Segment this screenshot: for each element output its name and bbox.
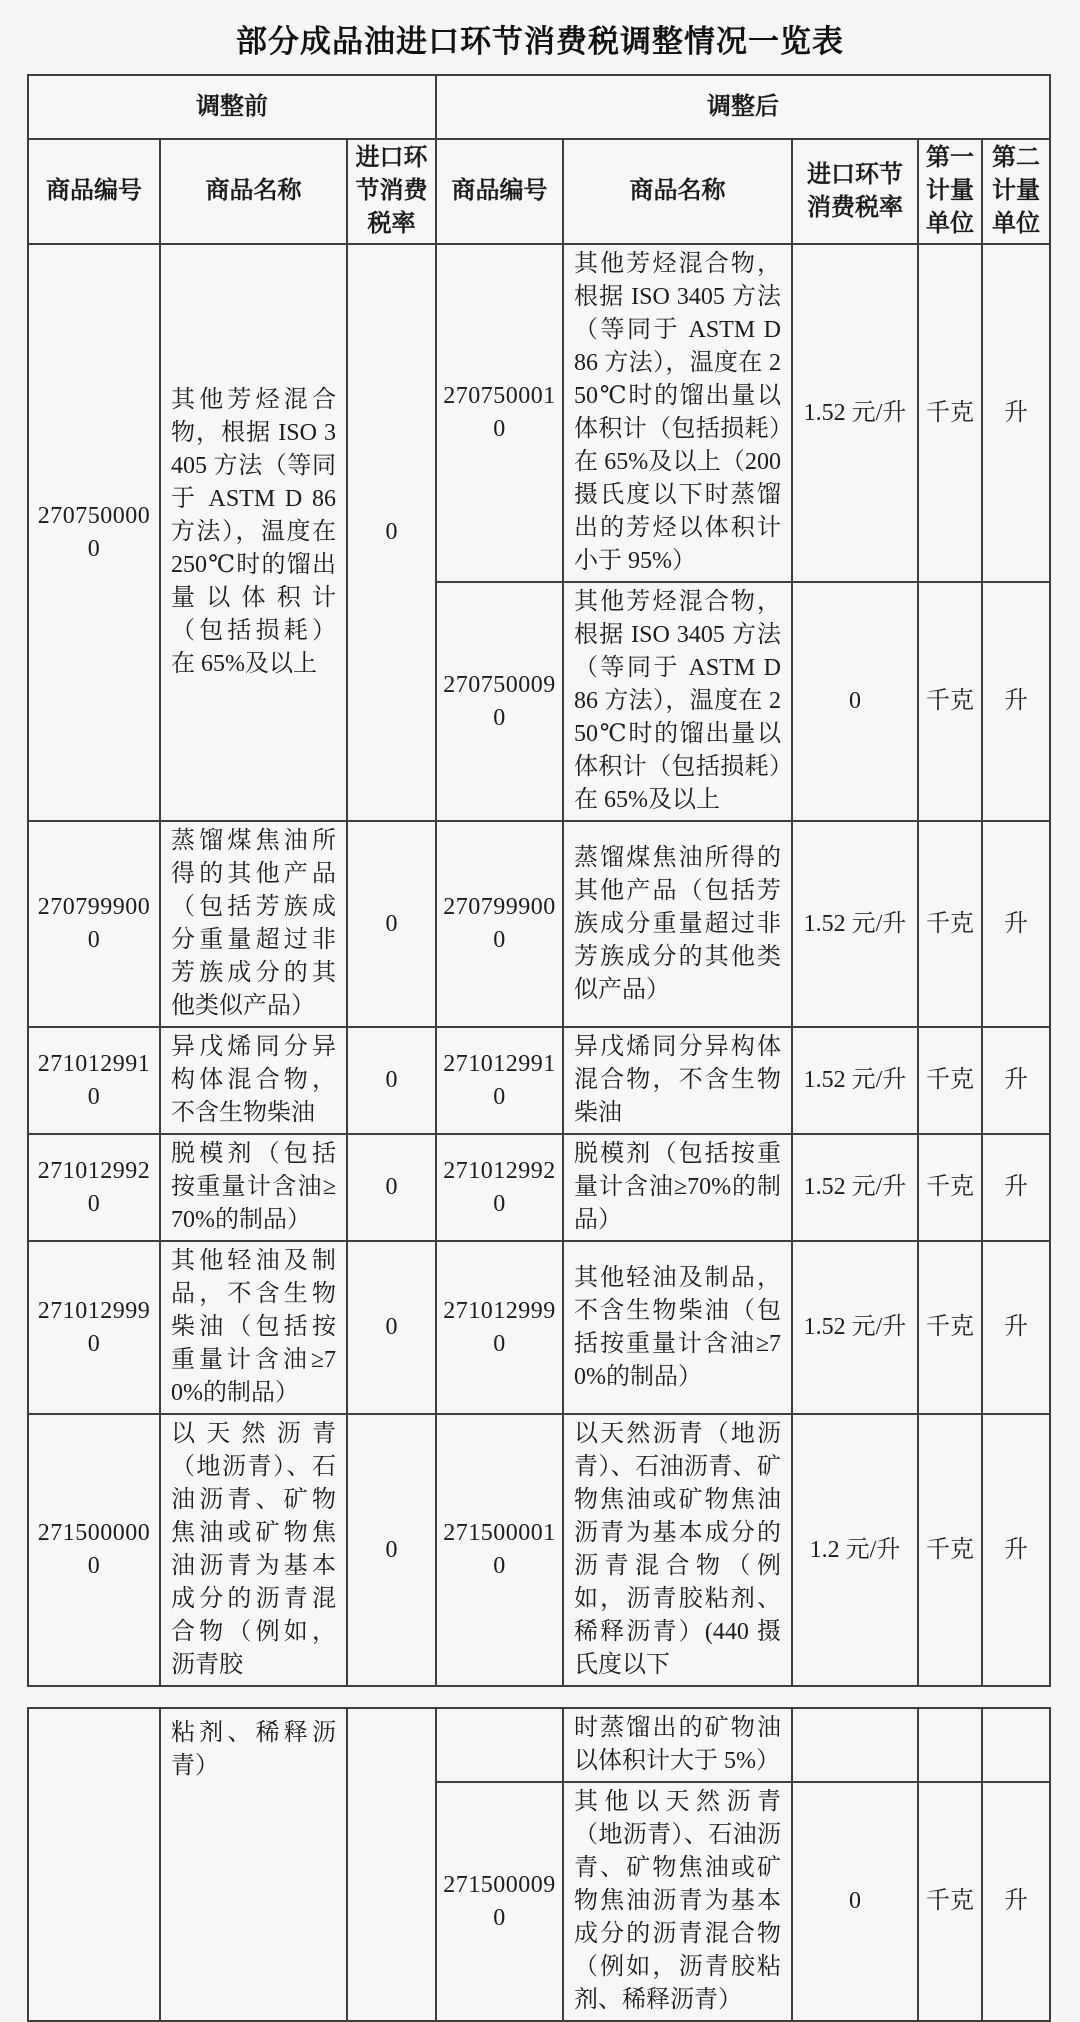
product-name-before: 其他芳烃混合物，根据 ISO 3405 方法（等同于 ASTM D 86 方法），温度在 250℃时的馏出量以体积计（包括损耗）在 65%及以上 bbox=[160, 244, 347, 821]
product-name-after: 其他轻油及制品，不含生物柴油（包括按重量计含油≥70%的制品） bbox=[563, 1241, 792, 1414]
unit1-cell: 千克 bbox=[918, 1414, 982, 1686]
unit1-cell: 千克 bbox=[918, 244, 982, 582]
col-header-code-before: 商品编号 bbox=[28, 139, 160, 244]
tax-rate-before: 0 bbox=[347, 1134, 436, 1241]
tax-rate-before: 0 bbox=[347, 1414, 436, 1686]
product-name-before: 异戊烯同分异构体混合物，不含生物柴油 bbox=[160, 1027, 347, 1134]
unit1-cell: 千克 bbox=[918, 1241, 982, 1414]
tax-rate-before: 0 bbox=[347, 1241, 436, 1414]
product-code-after: 2707500090 bbox=[436, 582, 563, 821]
tax-rate-after: 1.52 元/升 bbox=[792, 244, 918, 582]
tax-rate-before: 0 bbox=[347, 244, 436, 821]
tax-rate-after: 1.52 元/升 bbox=[792, 1241, 918, 1414]
product-name-after: 脱模剂（包括按重量计含油≥70%的制品） bbox=[563, 1134, 792, 1241]
tax-rate-before: 0 bbox=[347, 821, 436, 1027]
tax-rate-after: 1.2 元/升 bbox=[792, 1414, 918, 1686]
col-header-rate-before: 进口环节消费税率 bbox=[347, 139, 436, 244]
product-name-after: 异戊烯同分异构体混合物，不含生物柴油 bbox=[563, 1027, 792, 1134]
product-code-before: 2707500000 bbox=[28, 244, 160, 821]
tax-rate-after: 1.52 元/升 bbox=[792, 821, 918, 1027]
unit2-cell: 升 bbox=[982, 1782, 1050, 2021]
product-name-after: 其他芳烃混合物，根据 ISO 3405 方法（等同于 ASTM D 86 方法），温度在 250℃时的馏出量以体积计（包括损耗）在 65%及以上 bbox=[563, 582, 792, 821]
unit1-cell-empty bbox=[918, 1708, 982, 1782]
unit2-cell: 升 bbox=[982, 244, 1050, 582]
col-header-name-before: 商品名称 bbox=[160, 139, 347, 244]
product-name-before: 脱模剂（包括按重量计含油≥70%的制品） bbox=[160, 1134, 347, 1241]
product-code-before: 2715000000 bbox=[28, 1414, 160, 1686]
unit2-cell: 升 bbox=[982, 582, 1050, 821]
unit2-cell: 升 bbox=[982, 1241, 1050, 1414]
unit1-cell: 千克 bbox=[918, 1134, 982, 1241]
col-header-name-after: 商品名称 bbox=[563, 139, 792, 244]
product-code-after: 2710129910 bbox=[436, 1027, 563, 1134]
product-code-after: 2715000090 bbox=[436, 1782, 563, 2021]
product-name-after: 蒸馏煤焦油所得的其他产品（包括芳族成分重量超过非芳族成分的其他类似产品） bbox=[563, 821, 792, 1027]
col-header-unit1: 第一计量单位 bbox=[918, 139, 982, 244]
product-code-before: 2710129990 bbox=[28, 1241, 160, 1414]
tax-adjustment-table-part1 bbox=[27, 74, 1051, 1687]
col-header-unit2: 第二计量单位 bbox=[982, 139, 1050, 244]
col-header-rate-after: 进口环节消费税率 bbox=[792, 139, 918, 244]
product-code-after: 2707500010 bbox=[436, 244, 563, 582]
tax-rate-after: 0 bbox=[792, 582, 918, 821]
page-title: 部分成品油进口环节消费税调整情况一览表 bbox=[236, 24, 844, 59]
tax-rate-after-empty bbox=[792, 1708, 918, 1782]
unit2-cell: 升 bbox=[982, 1027, 1050, 1134]
product-code-after: 2715000010 bbox=[436, 1414, 563, 1686]
tax-rate-after: 0 bbox=[792, 1782, 918, 2021]
product-name-before: 蒸馏煤焦油所得的其他产品（包括芳族成分重量超过非芳族成分的其他类似产品） bbox=[160, 821, 347, 1027]
tax-rate-after: 1.52 元/升 bbox=[792, 1134, 918, 1241]
product-code-before: 2707999000 bbox=[28, 821, 160, 1027]
tax-rate-before-empty bbox=[347, 1708, 436, 2021]
product-code-before: 2710129920 bbox=[28, 1134, 160, 1241]
tax-rate-before: 0 bbox=[347, 1027, 436, 1134]
product-name-after: 其他芳烃混合物，根据 ISO 3405 方法（等同于 ASTM D 86 方法），温度在 250℃时的馏出量以体积计（包括损耗）在 65%及以上（200 摄氏度以下时蒸馏出的芳烃以体积计小于 95%） bbox=[563, 244, 792, 582]
product-code-after: 2710129990 bbox=[436, 1241, 563, 1414]
tax-rate-after: 1.52 元/升 bbox=[792, 1027, 918, 1134]
product-name-after: 以天然沥青（地沥青）、石油沥青、矿物焦油或矿物焦油沥青为基本成分的沥青混合物（例如，沥青胶粘剂、稀释沥青）(440 摄氏度以下 bbox=[563, 1414, 792, 1686]
product-code-after-empty bbox=[436, 1708, 563, 1782]
group-header-before: 调整前 bbox=[28, 75, 436, 139]
unit1-cell: 千克 bbox=[918, 821, 982, 1027]
product-name-before: 其他轻油及制品，不含生物柴油（包括按重量计含油≥70%的制品） bbox=[160, 1241, 347, 1414]
unit1-cell: 千克 bbox=[918, 1027, 982, 1134]
unit1-cell: 千克 bbox=[918, 582, 982, 821]
col-header-code-after: 商品编号 bbox=[436, 139, 563, 244]
unit2-cell: 升 bbox=[982, 1134, 1050, 1241]
product-code-before: 2710129910 bbox=[28, 1027, 160, 1134]
unit2-cell: 升 bbox=[982, 1414, 1050, 1686]
product-code-before-empty bbox=[28, 1708, 160, 2021]
group-header-after: 调整后 bbox=[436, 75, 1050, 139]
unit2-cell-empty bbox=[982, 1708, 1050, 1782]
unit1-cell: 千克 bbox=[918, 1782, 982, 2021]
product-name-after-continued: 时蒸馏出的矿物油以体积计大于 5%） bbox=[563, 1708, 792, 1782]
product-code-after: 2710129920 bbox=[436, 1134, 563, 1241]
product-name-after: 其他以天然沥青（地沥青）、石油沥青、矿物焦油或矿物焦油沥青为基本成分的沥青混合物（例如，沥青胶粘剂、稀释沥青） bbox=[563, 1782, 792, 2021]
product-code-after: 2707999000 bbox=[436, 821, 563, 1027]
unit2-cell: 升 bbox=[982, 821, 1050, 1027]
tax-adjustment-table-part2 bbox=[27, 1707, 1051, 2022]
product-name-before-continued: 粘剂、稀释沥青） bbox=[160, 1708, 347, 2021]
product-name-before: 以天然沥青（地沥青）、石油沥青、矿物焦油或矿物焦油沥青为基本成分的沥青混合物（例如，沥青胶 bbox=[160, 1414, 347, 1686]
